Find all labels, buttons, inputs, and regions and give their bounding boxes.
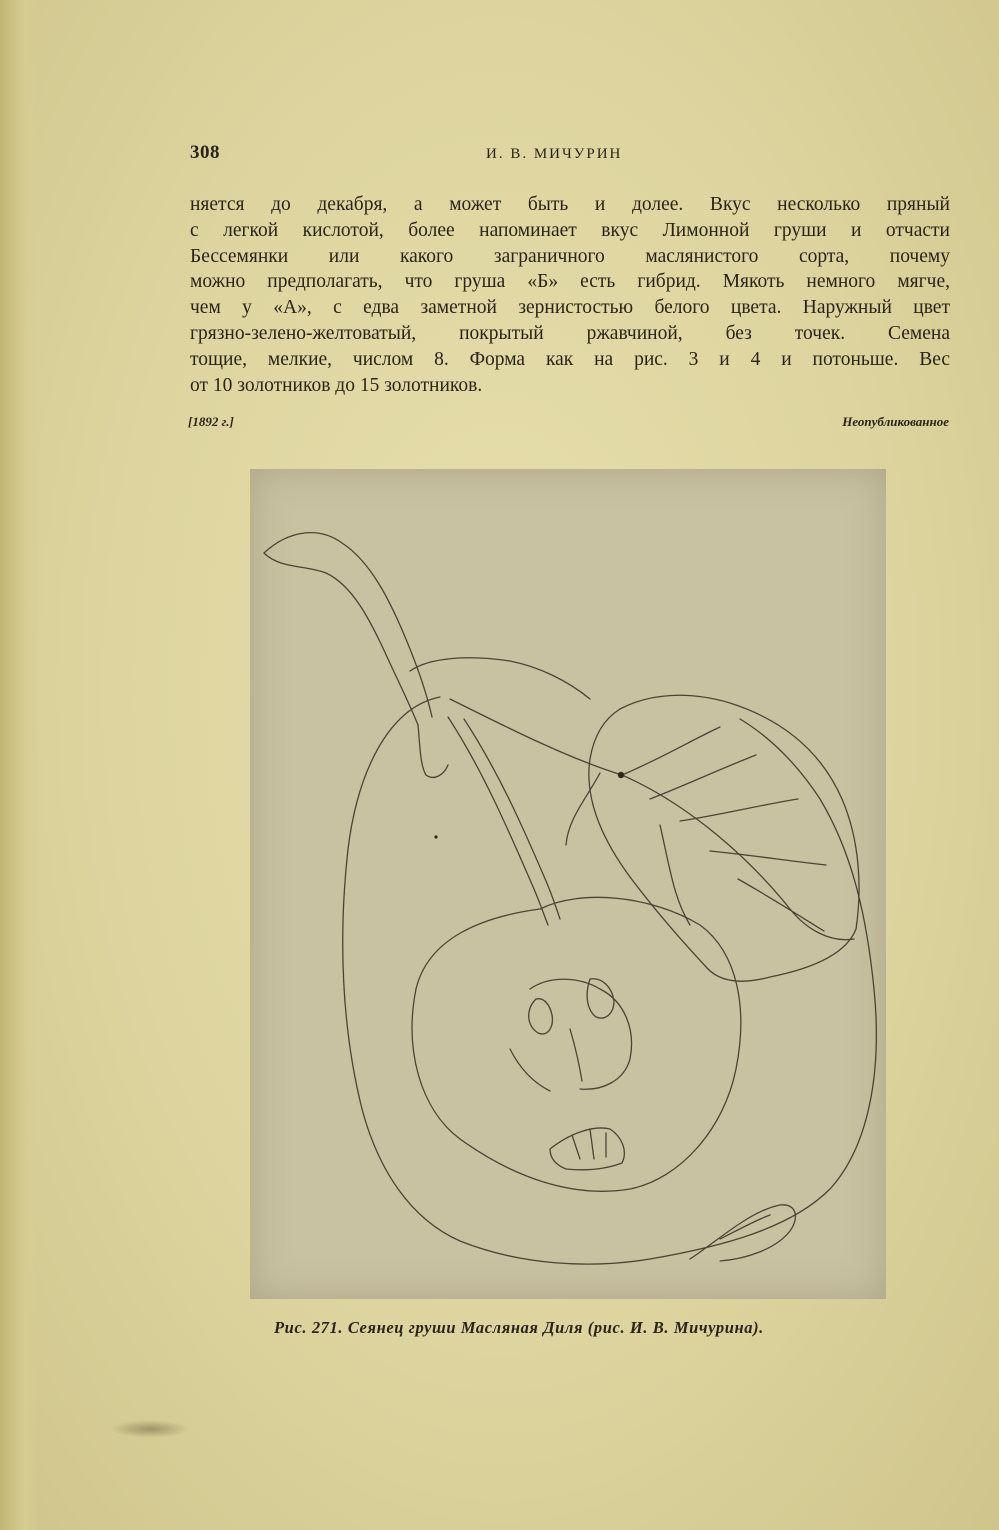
leaf-tip-lower bbox=[690, 1205, 795, 1261]
text-line: грязно-зелено-желтоватый, покрытый ржавчиной, без точек. Семена bbox=[190, 322, 950, 344]
stem-leaf-upper bbox=[264, 533, 432, 717]
leaf-mark-dot bbox=[618, 772, 624, 778]
page-spine-shadow bbox=[0, 0, 40, 1530]
text-line: от 10 золотников до 15 золотников. bbox=[190, 374, 483, 396]
text-line: тощие, мелкие, числом 8. Форма как на рис. 3 и 4 и потоньше. Вес bbox=[190, 348, 950, 370]
body-paragraph bbox=[190, 192, 950, 398]
fruit-stem bbox=[448, 717, 548, 925]
date-note: [1892 г.] bbox=[188, 414, 234, 429]
text-line: чем у «А», с едва заметной зернистостью белого цвета. Наружный цвет bbox=[190, 297, 950, 319]
text-line: можно предполагать, что груша «Б» есть гибрид. Мякоть немного мягче, bbox=[190, 271, 950, 293]
pear-drawing-figure bbox=[250, 469, 886, 1299]
page-smudge bbox=[110, 1420, 190, 1438]
publication-status-note: Неопубликованное bbox=[842, 414, 949, 429]
leaf-back bbox=[410, 658, 590, 699]
pear-outline bbox=[343, 697, 877, 1264]
figure-caption: Рис. 271. Сеянец груши Масляная Диля (рис. И. В. Мичурина). bbox=[274, 1318, 764, 1337]
page-number: 308 bbox=[190, 142, 220, 163]
pear-line-drawing bbox=[250, 469, 886, 1299]
fruit-calyx bbox=[550, 1128, 624, 1170]
text-line: с легкой кислотой, более напоминает вкус Лимонной груши и отчасти bbox=[190, 219, 950, 241]
running-head: И. В. МИЧУРИН bbox=[486, 146, 623, 162]
text-line: Бессемянки или какого заграничного маслянистого сорта, почему bbox=[190, 245, 950, 267]
text-line: няется до декабря, а может быть и долее. Вкус несколько пряный bbox=[190, 194, 950, 215]
large-leaf bbox=[589, 695, 859, 981]
